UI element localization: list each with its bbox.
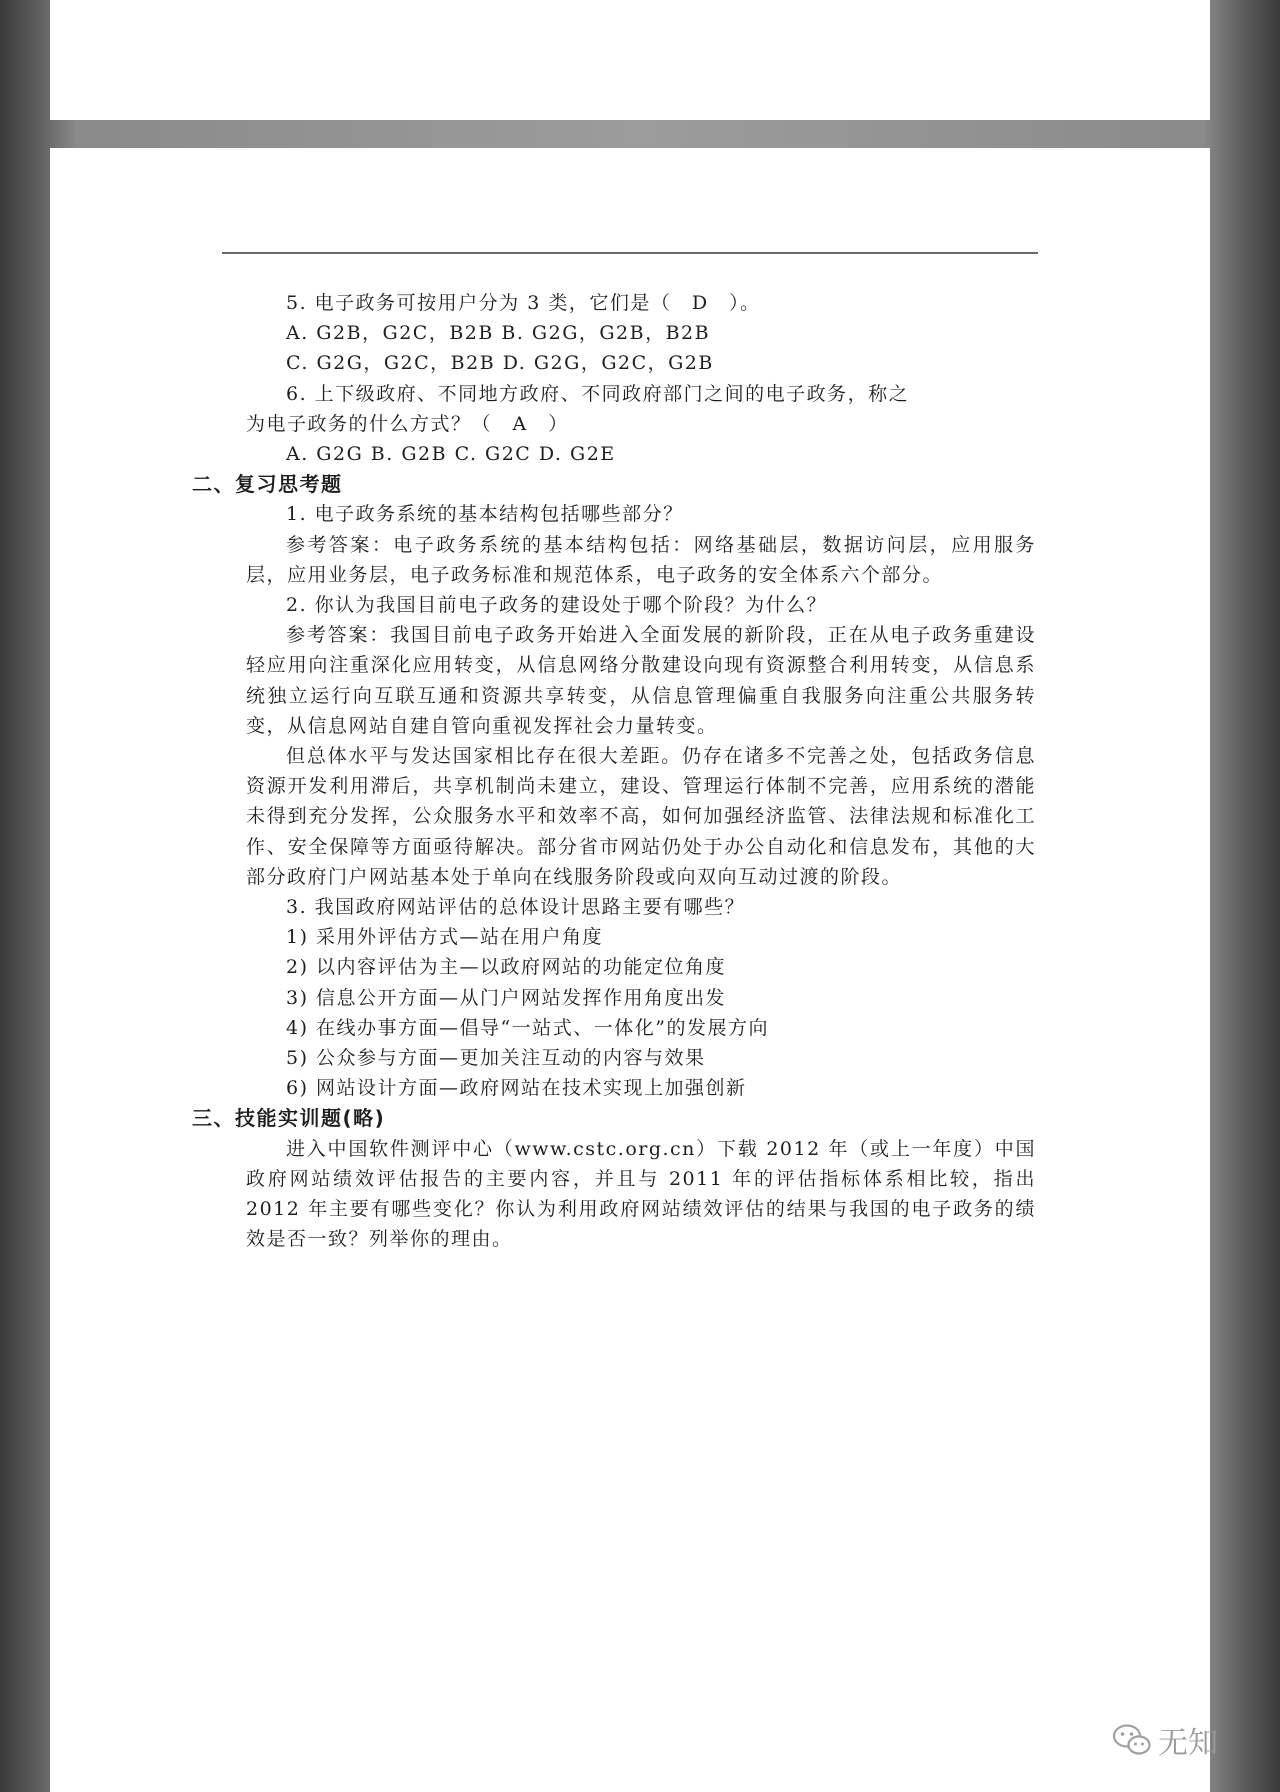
text-line: A. G2B，G2C，B2B B. G2G，G2B，B2B (286, 322, 711, 345)
text-line: 5) 公众参与方面—更加关注互动的内容与效果 (286, 1047, 706, 1070)
text-line: C. G2G，G2C，B2B D. G2G，G2C，G2B (286, 352, 714, 375)
text-line: 6) 网站设计方面—政府网站在技术实现上加强创新 (286, 1077, 747, 1100)
text-line: 但总体水平与发达国家相比存在很大差距。仍存在诸多不完善之处，包括政务信息资源开发利用滞后，共享机制尚未建立，建设、管理运行体制不完善，应用系统的潜能未得到充分发挥，公众服务水平和效率不高，如何加强经济监管、法律法规和标准化工作、安全保障等方面亟待解决。部分省市网站仍处于办公自动化和信息发布，其他的大部分政府门户网站基本处于单向在线服务阶段或向双向互动过渡的阶段。 (246, 745, 1036, 888)
watermark (1112, 1718, 1218, 1762)
text-line: 3) 信息公开方面—从门户网站发挥作用角度出发 (286, 986, 727, 1009)
watermark-text: 无知 (1158, 1726, 1218, 1761)
text-line: 1. 电子政务系统的基本结构包括哪些部分？ (286, 503, 684, 526)
previous-page-sheet (50, 0, 1210, 120)
page-content (192, 288, 1036, 1255)
text-line: 1) 采用外评估方式—站在用户角度 (286, 926, 604, 949)
text-line: 6. 上下级政府、不同地方政府、不同政府部门之间的电子政务，称之 (286, 382, 910, 405)
text-line: 3. 我国政府网站评估的总体设计思路主要有哪些？ (286, 896, 746, 919)
document-page (50, 148, 1210, 1792)
text-line: 为电子政务的什么方式？（ A ） (246, 412, 569, 435)
text-line: A. G2G B. G2B C. G2C D. G2E (286, 443, 616, 466)
text-line: 5. 电子政务可按用户分为 3 类，它们是（ D ）。 (286, 292, 761, 314)
wechat-icon (1112, 1723, 1152, 1757)
text-line: 2. 你认为我国目前电子政务的建设处于哪个阶段？为什么？ (286, 594, 828, 617)
text-line: 参考答案：我国目前电子政务开始进入全面发展的新阶段，正在从电子政务重建设轻应用向注重深化应用转变，从信息网络分散建设向现有资源整合利用转变，从信息系统独立运行向互联互通和资源共享转变，从信息管理偏重自我服务向注重公共服务转变，从信息网站自建自管向重视发挥社会力量转变。 (246, 624, 1036, 737)
text-line: 进入中国软件测评中心（www.cstc.org.cn）下载 2012 年（或上一年度）中国政府网站绩效评估报告的主要内容，并且与 2011 年的评估指标体系相比较，指出 2012 年主要有哪些变化？你认为利用政府网站绩效评估的结果与我国的电子政务的绩效是否一致？列举你的理由。 (246, 1137, 1036, 1251)
header-rule (222, 252, 1038, 254)
text-line: 2) 以内容评估为主—以政府网站的功能定位角度 (286, 956, 727, 979)
section-heading: 二、复习思考题 (192, 472, 343, 497)
section-heading: 三、技能实训题(略) (192, 1106, 386, 1131)
text-line: 参考答案：电子政务系统的基本结构包括：网络基础层，数据访问层，应用服务层，应用业务层，电子政务标准和规范体系，电子政务的安全体系六个部分。 (246, 533, 1036, 586)
text-line: 4) 在线办事方面—倡导“一站式、一体化”的发展方向 (286, 1016, 769, 1039)
